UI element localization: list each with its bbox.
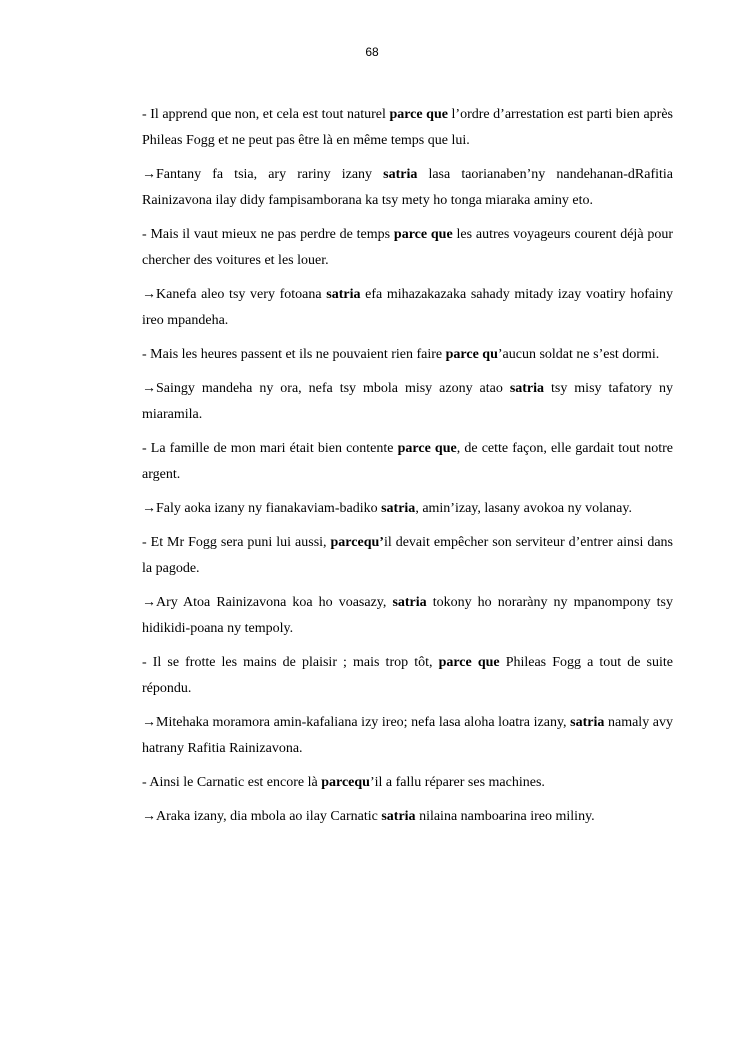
paragraph-text: Phileas Fogg a tout de suite répondu. xyxy=(142,655,673,696)
paragraph-text: namaly avy hatrany Rafitia Rainizavona. xyxy=(142,715,674,756)
document-body xyxy=(142,102,673,838)
paragraph-text: - Ainsi le Carnatic est encore là xyxy=(142,775,322,790)
connector-word: satria xyxy=(381,809,416,824)
paragraph xyxy=(142,162,673,214)
connector-word: satria xyxy=(326,287,361,302)
paragraph-text: →Ary Atoa Rainizavona koa ho voasazy, xyxy=(142,595,393,610)
paragraph xyxy=(142,376,673,428)
paragraph-text: , amin’izay, lasany avokoa ny volanay. xyxy=(415,501,632,516)
paragraph xyxy=(142,222,673,274)
paragraph-text: →Araka izany, dia mbola ao ilay Carnatic xyxy=(142,809,382,824)
paragraph xyxy=(142,804,673,830)
connector-word: parcequ xyxy=(321,775,370,790)
paragraph-text: l’ordre d’arrestation est parti bien après Phileas Fogg et ne peut pas être là en même temps que lui. xyxy=(142,107,673,148)
paragraph xyxy=(142,102,673,154)
paragraph xyxy=(142,436,673,488)
paragraph-text: il devait empêcher son serviteur d’entrer ainsi dans la pagode. xyxy=(142,535,673,576)
paragraph-text: →Saingy mandeha ny ora, nefa tsy mbola misy azony atao xyxy=(142,381,510,396)
paragraph-text: - La famille de mon mari était bien contente xyxy=(142,441,398,456)
paragraph-text: →Fantany fa tsia, ary rariny izany xyxy=(142,167,384,182)
connector-word: parce que xyxy=(393,227,453,242)
paragraph-text: - Et Mr Fogg sera puni lui aussi, xyxy=(142,535,331,550)
connector-word: satria xyxy=(383,167,418,182)
connector-word: satria xyxy=(570,715,605,730)
paragraph xyxy=(142,496,673,522)
paragraph xyxy=(142,530,673,582)
connector-word: parce que xyxy=(397,441,457,456)
paragraph-text: →Mitehaka moramora amin-kafaliana izy ireo; nefa lasa aloha loatra izany, xyxy=(142,715,571,730)
paragraph-text: →Kanefa aleo tsy very fotoana xyxy=(142,287,327,302)
paragraph-text: ’aucun soldat ne s’est dormi. xyxy=(497,347,660,362)
connector-word: parce que xyxy=(438,655,500,670)
paragraph-text: - Mais les heures passent et ils ne pouvaient rien faire xyxy=(142,347,446,362)
paragraph-text: tsy misy tafatory ny miaramila. xyxy=(142,381,673,422)
paragraph xyxy=(142,282,673,334)
paragraph-text: - Il apprend que non, et cela est tout naturel xyxy=(142,107,390,122)
paragraph-text: - Il se frotte les mains de plaisir ; mais trop tôt, xyxy=(142,655,439,670)
paragraph-text: ’il a fallu réparer ses machines. xyxy=(369,775,545,790)
paragraph-text: lasa taorianaben’ny nandehanan-dRafitia Rainizavona ilay didy fampisamborana ka tsy mety ho tonga miaraka aminy eto. xyxy=(142,167,673,208)
paragraph-text: , de cette façon, elle gardait tout notre argent. xyxy=(142,441,673,482)
paragraph xyxy=(142,342,673,368)
paragraph xyxy=(142,710,673,762)
paragraph xyxy=(142,590,673,642)
paragraph-text: les autres voyageurs courent déjà pour chercher des voitures et les louer. xyxy=(142,227,674,268)
paragraph-text: tokony ho noraràny ny mpanompony tsy hidikidi-poana ny tempoly. xyxy=(142,595,673,636)
page-number: 68 xyxy=(365,45,379,59)
connector-word: parcequ’ xyxy=(330,535,384,550)
paragraph-text: →Faly aoka izany ny fianakaviam-badiko xyxy=(142,501,382,516)
connector-word: satria xyxy=(392,595,427,610)
paragraph-text: efa mihazakazaka sahady mitady izay voatiry hofainy ireo mpandeha. xyxy=(142,287,673,328)
paragraph xyxy=(142,650,673,702)
connector-word: satria xyxy=(509,381,545,396)
connector-word: satria xyxy=(381,501,416,516)
paragraph xyxy=(142,770,673,796)
connector-word: parce que xyxy=(389,107,448,122)
paragraph-text: nilaina namboarina ireo miliny. xyxy=(415,809,595,824)
paragraph-text: - Mais il vaut mieux ne pas perdre de temps xyxy=(142,227,394,242)
connector-word: parce qu xyxy=(445,347,498,362)
